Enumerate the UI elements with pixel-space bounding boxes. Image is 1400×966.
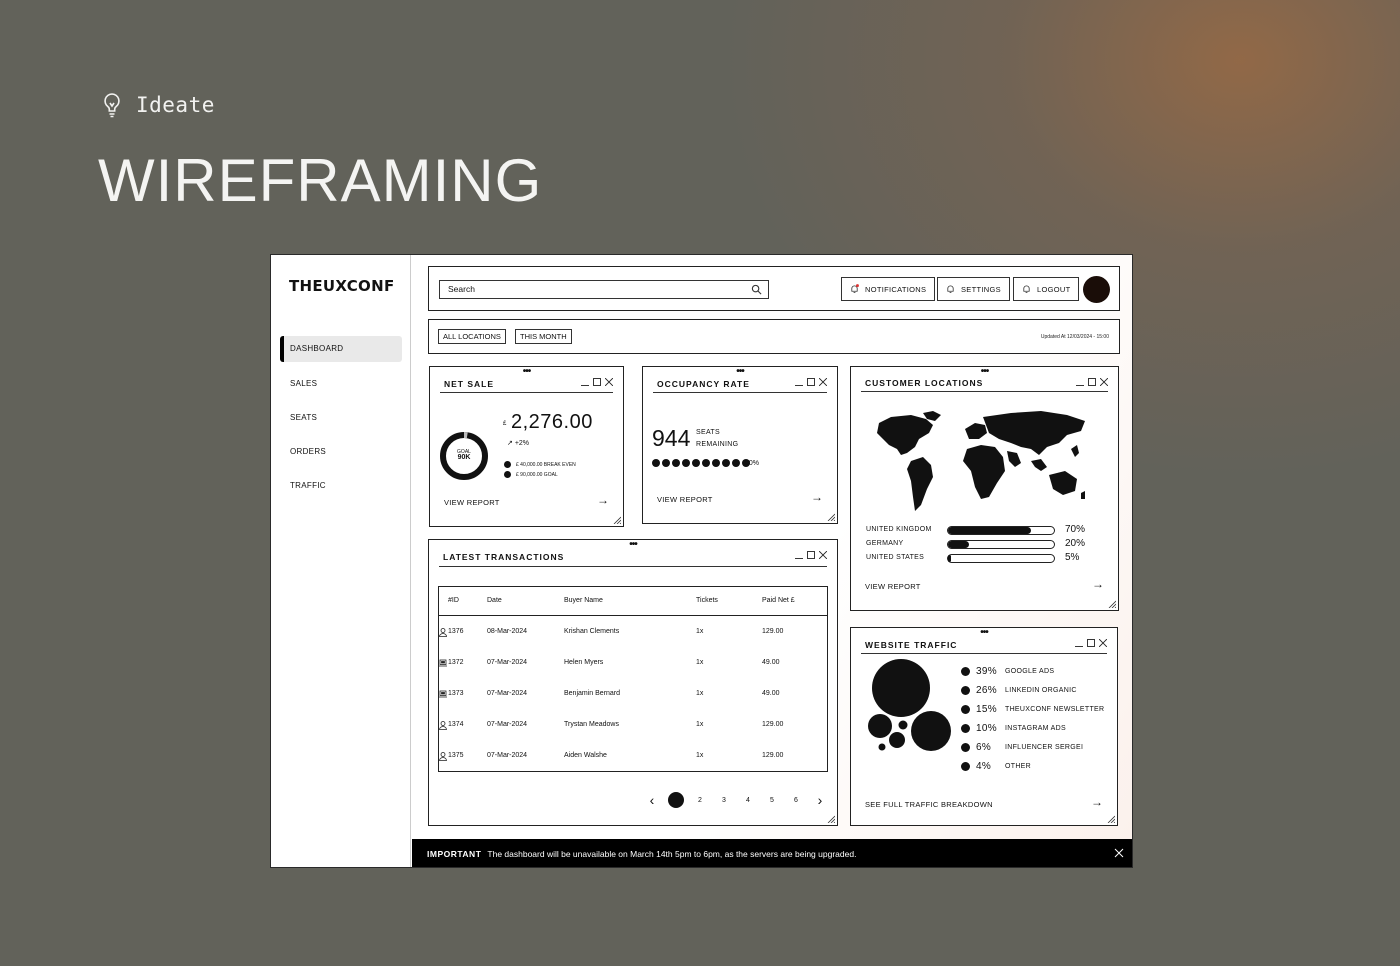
card-title: LATEST TRANSACTIONS — [443, 552, 565, 562]
column-header: Tickets — [696, 597, 718, 604]
seats-label: SEATS — [696, 429, 720, 436]
maximize-icon[interactable] — [1087, 639, 1095, 647]
filter-this-month[interactable]: THIS MONTH — [515, 329, 572, 344]
person-icon — [439, 721, 447, 730]
main-content — [412, 255, 1133, 839]
traffic-source: OTHER — [1005, 763, 1031, 770]
card-title: OCCUPANCY RATE — [657, 379, 750, 389]
cell-tickets: 1x — [696, 690, 704, 697]
resize-handle-icon[interactable] — [827, 513, 835, 521]
table-row[interactable] — [439, 752, 827, 763]
location-name: UNITED KINGDOM — [866, 526, 932, 533]
traffic-row — [961, 666, 1054, 677]
drag-handle-icon[interactable]: ••• — [629, 539, 637, 550]
cell-tickets: 1x — [696, 752, 704, 759]
transactions-table — [438, 586, 828, 772]
maximize-icon[interactable] — [807, 551, 815, 559]
maximize-icon[interactable] — [807, 378, 815, 386]
trend-up-icon: ↗ — [507, 440, 513, 447]
cell-date: 08-Mar-2024 — [487, 628, 528, 635]
dashboard-wireframe — [270, 254, 1133, 868]
page-3[interactable]: 3 — [722, 796, 726, 804]
change-value: +2% — [514, 440, 530, 447]
sidebar-item-seats[interactable]: SEATS — [290, 413, 318, 422]
transactions-card — [428, 539, 838, 826]
minimize-icon[interactable] — [1076, 378, 1084, 386]
card-title: NET SALE — [444, 379, 495, 389]
column-header: Date — [487, 597, 502, 604]
cell-buyer: Krishan Clements — [564, 628, 620, 635]
chevron-left-icon[interactable]: ‹ — [649, 792, 655, 808]
seats-remaining-count: 944 — [652, 425, 691, 451]
window-controls — [1075, 639, 1107, 647]
goal-text: GOAL — [457, 449, 471, 455]
cell-tickets: 1x — [696, 628, 704, 635]
traffic-percent: 39% — [976, 666, 997, 677]
legend-break-even — [504, 461, 576, 468]
settings-button[interactable] — [937, 277, 1010, 301]
bubble-google-ads — [872, 659, 930, 717]
location-bar — [947, 540, 1055, 549]
cell-tickets: 1x — [696, 659, 704, 666]
location-bar-fill — [948, 527, 1031, 534]
currency-symbol: £ — [503, 421, 507, 427]
cell-buyer: Aiden Walshe — [564, 752, 607, 759]
window-controls — [581, 378, 613, 386]
goal-label — [439, 449, 489, 461]
cell-buyer: Helen Myers — [564, 659, 604, 666]
arrow-right-icon[interactable]: → — [597, 493, 609, 507]
goal-value: 90K — [457, 454, 471, 461]
search-placeholder: Search — [448, 284, 475, 294]
view-report-link[interactable]: VIEW REPORT — [865, 582, 921, 591]
close-icon[interactable] — [819, 551, 827, 559]
pagination — [640, 792, 832, 808]
page-title: WIREFRAMING — [98, 147, 543, 214]
location-name: UNITED STATES — [866, 554, 925, 561]
arrow-right-icon[interactable]: → — [1091, 795, 1103, 809]
traffic-row — [961, 685, 1077, 696]
laptop-icon — [439, 659, 447, 667]
location-bar — [947, 526, 1055, 535]
traffic-percent: 15% — [976, 704, 997, 715]
location-percent: 70% — [1065, 524, 1086, 535]
card-title: WEBSITE TRAFFIC — [865, 640, 958, 650]
traffic-percent: 4% — [976, 761, 992, 772]
page-1-current[interactable] — [668, 792, 684, 808]
cell-buyer: Benjamin Bernard — [564, 690, 621, 697]
drag-handle-icon[interactable]: ••• — [980, 366, 989, 377]
traffic-percent: 26% — [976, 685, 997, 696]
drag-handle-icon[interactable]: ••• — [736, 366, 744, 377]
page-5[interactable]: 5 — [770, 796, 774, 804]
filter-bar — [428, 319, 1120, 354]
location-bar-fill — [948, 541, 969, 548]
occupancy-percent: 00% — [745, 460, 760, 467]
resize-handle-icon[interactable] — [1107, 815, 1115, 823]
close-icon[interactable] — [819, 378, 827, 386]
window-controls — [795, 378, 827, 386]
traffic-source: GOOGLE ADS — [1005, 668, 1055, 675]
ideate-heading — [100, 92, 215, 118]
bubble-linkedin-organic — [911, 711, 951, 751]
close-icon[interactable] — [1114, 848, 1124, 858]
close-icon[interactable] — [1100, 378, 1108, 386]
notifications-button[interactable] — [841, 277, 935, 301]
net-sale-card — [429, 366, 624, 527]
banner-label: IMPORTANT — [427, 849, 482, 859]
resize-handle-icon[interactable] — [827, 815, 835, 823]
chevron-right-icon[interactable]: › — [817, 792, 823, 808]
window-controls — [795, 551, 827, 559]
traffic-row — [961, 761, 1031, 772]
customer-locations-card — [850, 366, 1119, 611]
traffic-source: INFLUENCER SERGEI — [1005, 744, 1084, 751]
sidebar-item-dashboard[interactable]: DASHBOARD — [280, 336, 402, 362]
location-name: GERMANY — [866, 540, 904, 547]
table-row[interactable] — [439, 690, 827, 700]
lightbulb-icon — [100, 92, 124, 118]
traffic-breakdown-link[interactable]: SEE FULL TRAFFIC BREAKDOWN — [865, 800, 993, 809]
traffic-row — [961, 704, 1104, 715]
eyebrow-text: Ideate — [136, 93, 215, 117]
avatar[interactable] — [1083, 276, 1110, 303]
logout-button[interactable] — [1013, 277, 1079, 301]
cell-tickets: 1x — [696, 721, 704, 728]
arrow-right-icon[interactable]: → — [811, 490, 823, 504]
column-header: Paid Net £ — [762, 597, 795, 604]
logout-label: LOGOUT — [1037, 284, 1071, 294]
notifications-label: NOTIFICATIONS — [865, 284, 927, 294]
search-input[interactable] — [439, 280, 769, 299]
page-6[interactable]: 6 — [794, 796, 798, 804]
table-row[interactable] — [439, 659, 827, 669]
close-icon[interactable] — [1099, 639, 1107, 647]
column-header: Buyer Name — [564, 597, 603, 604]
cell-id: 1374 — [448, 721, 464, 728]
sidebar-item-traffic[interactable]: TRAFFIC — [290, 481, 326, 490]
search-icon — [751, 284, 762, 295]
close-icon[interactable] — [605, 378, 613, 386]
table-row[interactable] — [439, 721, 827, 732]
column-header: #ID — [448, 597, 459, 604]
laptop-icon — [439, 690, 447, 698]
cell-date: 07-Mar-2024 — [487, 659, 528, 666]
card-title: CUSTOMER LOCATIONS — [865, 378, 984, 388]
drag-handle-icon[interactable]: ••• — [522, 366, 531, 377]
filter-all-locations[interactable]: ALL LOCATIONS — [438, 329, 506, 344]
maintenance-banner — [412, 839, 1133, 868]
bubble-other — [879, 744, 886, 751]
minimize-icon[interactable] — [795, 378, 803, 386]
traffic-row — [961, 742, 1083, 753]
cell-paid: 49.00 — [762, 659, 780, 666]
net-sale-amount: 2,276.00 — [511, 411, 593, 433]
world-map — [871, 409, 1101, 519]
legend-goal — [504, 471, 558, 478]
arrow-right-icon[interactable]: → — [1092, 577, 1104, 591]
app-logo: THEUXCONF — [289, 277, 395, 295]
cell-date: 07-Mar-2024 — [487, 690, 528, 697]
drag-handle-icon[interactable]: ••• — [980, 627, 988, 638]
page-4[interactable]: 4 — [746, 796, 750, 804]
cell-id: 1376 — [448, 628, 464, 635]
occupancy-dots — [652, 459, 750, 467]
person-icon — [439, 628, 447, 637]
cell-id: 1372 — [448, 659, 464, 666]
bell-notification-icon — [850, 284, 859, 294]
traffic-percent: 6% — [976, 742, 992, 753]
view-report-link[interactable]: VIEW REPORT — [444, 498, 500, 507]
bubble-influencer — [899, 721, 908, 730]
cell-id: 1375 — [448, 752, 464, 759]
updated-timestamp: Updated At 12/03/2024 - 15:00 — [1040, 334, 1109, 340]
logout-icon — [1022, 284, 1031, 294]
remaining-label: REMAINING — [696, 441, 739, 448]
settings-icon — [946, 284, 955, 294]
top-bar — [428, 266, 1120, 311]
minimize-icon[interactable] — [795, 551, 803, 559]
location-percent: 20% — [1065, 538, 1086, 549]
bubble-instagram-ads — [889, 732, 905, 748]
table-row[interactable] — [439, 628, 827, 639]
traffic-source: THEUXCONF NEWSLETTER — [1005, 706, 1105, 713]
cell-date: 07-Mar-2024 — [487, 721, 528, 728]
resize-handle-icon[interactable] — [613, 516, 621, 524]
cell-paid: 129.00 — [762, 628, 784, 635]
banner-message: The dashboard will be unavailable on March 14th 5pm to 6pm, as the servers are being upgraded. — [487, 849, 857, 859]
page-2[interactable]: 2 — [698, 796, 702, 804]
legend-text: £ 90,000.00 GOAL — [516, 471, 558, 478]
minimize-icon[interactable] — [1075, 639, 1083, 647]
website-traffic-card — [850, 627, 1118, 826]
legend-text: £ 40,000.00 BREAK EVEN — [516, 461, 576, 468]
traffic-percent: 10% — [976, 723, 997, 734]
cell-id: 1373 — [448, 690, 464, 697]
maximize-icon[interactable] — [1088, 378, 1096, 386]
traffic-bubble-chart — [865, 658, 955, 753]
cell-date: 07-Mar-2024 — [487, 752, 528, 759]
net-sale-change — [507, 439, 529, 447]
cell-buyer: Trystan Meadows — [564, 721, 619, 728]
sidebar-item-orders[interactable]: ORDERS — [290, 447, 327, 456]
location-bar-fill — [948, 555, 951, 562]
location-percent: 5% — [1065, 552, 1080, 563]
bubble-newsletter — [868, 714, 892, 738]
traffic-row — [961, 723, 1066, 734]
window-controls — [1076, 378, 1108, 386]
location-bar — [947, 554, 1055, 563]
maximize-icon[interactable] — [593, 378, 601, 386]
sidebar-item-sales[interactable]: SALES — [290, 379, 318, 388]
traffic-source: LINKEDIN ORGANIC — [1005, 687, 1077, 694]
seats-remaining-label — [696, 427, 738, 451]
minimize-icon[interactable] — [581, 378, 589, 386]
traffic-source: INSTAGRAM ADS — [1005, 725, 1066, 732]
view-report-link[interactable]: VIEW REPORT — [657, 495, 713, 504]
cell-paid: 129.00 — [762, 721, 784, 728]
cell-paid: 129.00 — [762, 752, 784, 759]
occupancy-card — [642, 366, 838, 524]
resize-handle-icon[interactable] — [1108, 600, 1116, 608]
person-icon — [439, 752, 447, 761]
cell-paid: 49.00 — [762, 690, 780, 697]
settings-label: SETTINGS — [961, 284, 1001, 294]
sidebar — [271, 255, 411, 868]
table-header — [439, 587, 827, 616]
